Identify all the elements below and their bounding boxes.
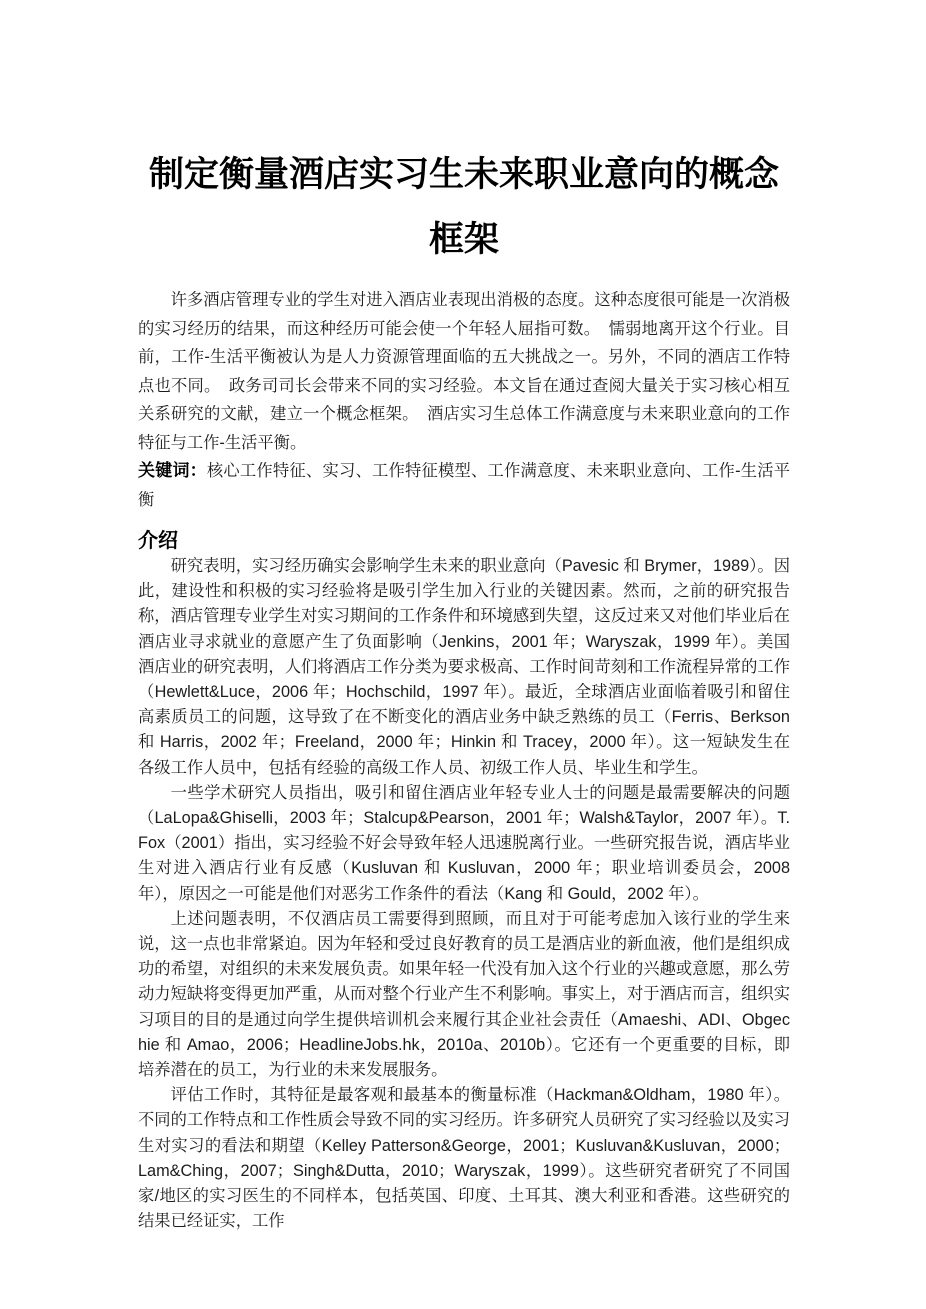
intro-paragraph-2: 一些学术研究人员指出，吸引和留住酒店业年轻专业人士的问题是最需要解决的问题（LaLopa&Ghiselli，2003 年；Stalcup&Pearson，2001 年；Walsh&Taylor，2007 年）。T.Fox（2001）指出，实习经验不好会导致年轻人迅速脱离行业。一些研究报告说，酒店毕业生对进入酒店行业有反感（Kusluvan 和 Kusluvan，2000 年；职业培训委员会，2008 年），原因之一可能是他们对恶劣工作条件的看法（Kang 和 Gould，2002 年）。 bbox=[138, 783, 790, 903]
intro-paragraph-3: 上述问题表明，不仅酒店员工需要得到照顾，而且对于可能考虑加入该行业的学生来说，这一点也非常紧迫。因为年轻和受过良好教育的员工是酒店业的新血液，他们是组织成功的希望，对组织的未来发展负责。如果年轻一代没有加入这个行业的兴趣或意愿，那么劳动力短缺将变得更加严重，从而对整个行业产生不利影响。事实上，对于酒店而言，组织实习项目的目的是通过向学生提供培训机会来履行其企业社会责任（Amaeshi、ADI、Obgechie 和 Amao，2006；HeadlineJobs.hk，2010a、2010b）。它还有一个更重要的目标，即培养潜在的员工，为行业的未来发展服务。 bbox=[138, 909, 790, 1080]
keywords-text: 核心工作特征、实习、工作特征模型、工作满意度、未来职业意向、工作-生活平衡 bbox=[138, 462, 791, 509]
intro-paragraph-1: 研究表明，实习经历确实会影响学生未来的职业意向（Pavesic 和 Brymer，1989）。因此，建设性和积极的实习经验将是吸引学生加入行业的关键因素。然而，之前的研究报告称，酒店管理专业学生对实习期间的工作条件和环境感到失望，这反过来又对他们毕业后在酒店业寻求就业的意愿产生了负面影响（Jenkins，2001 年；Waryszak，1999 年）。美国酒店业的研究表明，人们将酒店工作分类为要求极高、工作时间苛刻和工作流程异常的工作（Hewlett&Luce，2006 年；Hochschild，1997 年）。最近，全球酒店业面临着吸引和留住高素质员工的问题，这导致了在不断变化的酒店业务中缺乏熟练的员工（Ferris、Berkson 和 Harris，2002 年；Freeland，2000 年；Hinkin 和 Tracey，2000 年）。这一短缺发生在各级工作人员中，包括有经验的高级工作人员、初级工作人员、毕业生和学生。 bbox=[138, 557, 790, 777]
keywords-label: 关键词： bbox=[138, 461, 207, 481]
document-title: 制定衡量酒店实习生未来职业意向的概念框架 bbox=[148, 154, 779, 260]
intro-paragraph-4: 评估工作时，其特征是最客观和最基本的衡量标准（Hackman&Oldham，1980 年）。不同的工作特点和工作性质会导致不同的实习经历。许多研究人员研究了实习经验以及实习生对实习的看法和期望（Kelley Patterson&George，2001；Kusluvan&Kusluvan，2000；Lam&Ching，2007；Singh&Dutta，2010；Waryszak，1999）。这些研究者研究了不同国家/地区的实习医生的不同样本，包括英国、印度、土耳其、澳大利亚和香港。这些研究的结果已经证实，工作 bbox=[138, 1086, 790, 1231]
section-heading-introduction: 介绍 bbox=[138, 528, 178, 552]
keywords-line bbox=[138, 457, 790, 515]
abstract-paragraph: 许多酒店管理专业的学生对进入酒店业表现出消极的态度。这种态度很可能是一次消极的实习经历的结果，而这种经历可能会使一个年轻人屈指可数。 懦弱地离开这个行业。目前，工作-生活平衡被认为是人力资源管理面临的五大挑战之一。另外，不同的酒店工作特点也不同。 政务司司长会带来不同的实习经验。本文旨在通过查阅大量关于实习核心相互关系研究的文献，建立一个概念框架。 酒店实习生总体工作满意度与未来职业意向的工作特征与工作-生活平衡。 bbox=[138, 291, 790, 452]
